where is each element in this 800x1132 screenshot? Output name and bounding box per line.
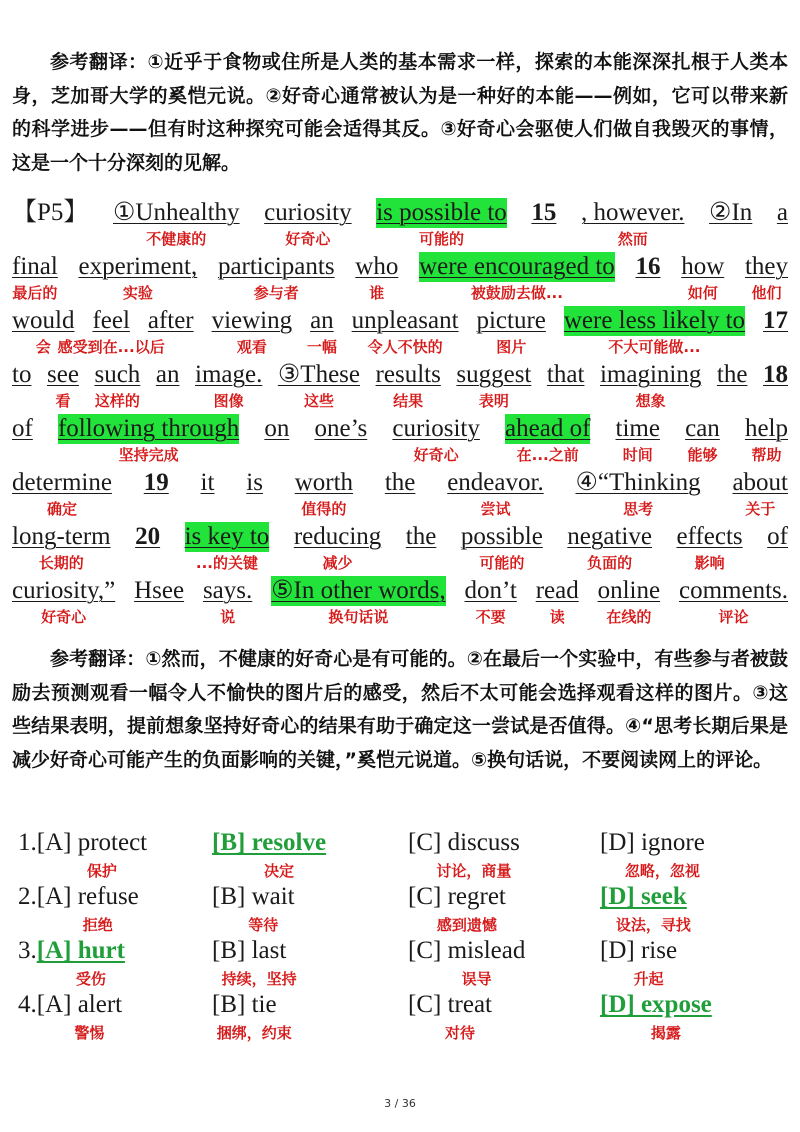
- passage-line: [12, 198, 788, 252]
- passage-word: they: [744, 253, 788, 280]
- passage-line: [12, 252, 788, 306]
- option: [B] last: [212, 937, 287, 964]
- option-gloss: 讨论，商量: [436, 862, 512, 880]
- gloss-label: 减少: [322, 554, 353, 572]
- option: [B] wait: [212, 883, 295, 910]
- passage-word: time: [615, 415, 660, 442]
- passage-word: the: [716, 361, 748, 388]
- highlighted-phrase: were encouraged to: [419, 253, 615, 280]
- gloss-label: 谁: [369, 284, 385, 302]
- option-gloss: 决定: [264, 862, 295, 880]
- passage-line: [12, 414, 788, 468]
- gloss-label: 在...之前: [516, 446, 579, 464]
- gloss-label: 坚持完成: [118, 446, 179, 464]
- passage-word: who: [355, 253, 399, 280]
- gloss-label: 表明: [478, 392, 509, 410]
- passage-word: see: [47, 361, 79, 388]
- passage-word: worth: [294, 469, 354, 496]
- passage-word: curiosity: [392, 415, 480, 442]
- passage-word: negative: [567, 523, 652, 550]
- passage-word: feel: [92, 307, 130, 334]
- gloss-label: 负面的: [587, 554, 633, 572]
- blank-number: 17: [763, 307, 788, 334]
- passage-word: it: [200, 469, 215, 496]
- passage-word: long-term: [12, 523, 111, 550]
- question-number: 1.: [18, 829, 37, 856]
- option-gloss: 忽略，忽视: [624, 862, 700, 880]
- passage-word: on: [264, 415, 290, 442]
- passage-word: ②In: [709, 199, 753, 226]
- reference-translation-1: 参考翻译：①近乎于食物或住所是人类的基本需求一样，探索的本能深深扎根于人类本身，芝加哥大学的奚恺元说。②好奇心通常被认为是一种好的本能——例如，它可以带来新的科学进步——但有时这种探究可能会适得其反。③好奇心会驱使人们做自我毁灭的事情，这是一个十分深刻的见解。: [12, 51, 788, 174]
- answer-option: [A] hurt: [36, 937, 125, 964]
- gloss-label: 感受到在...以后: [57, 338, 165, 356]
- passage-word: is: [246, 469, 263, 496]
- gloss-label: 评论: [718, 608, 749, 626]
- option: [D] ignore: [600, 829, 705, 856]
- passage-word: don’t: [464, 577, 517, 604]
- gloss-label: 不大可能做...: [608, 338, 701, 356]
- option-gloss: 捆绑，约束: [216, 1024, 292, 1042]
- gloss-label: 思考: [623, 500, 654, 518]
- gloss-label: 长期的: [38, 554, 84, 572]
- gloss-label: 看: [55, 392, 71, 410]
- gloss-label: 这些: [303, 392, 334, 410]
- option-gloss: 感到遗憾: [436, 916, 497, 934]
- highlighted-phrase: ahead of: [505, 415, 591, 442]
- passage-word: unpleasant: [351, 307, 459, 334]
- gloss-label: 想象: [635, 392, 666, 410]
- option-gloss: 警惕: [74, 1024, 105, 1042]
- option: [A] alert: [36, 991, 123, 1018]
- gloss-label: 说: [220, 608, 236, 626]
- blank-number: 15: [531, 199, 557, 226]
- option: [C] treat: [408, 991, 492, 1018]
- passage-word: participants: [217, 253, 335, 280]
- gloss-label: 被鼓励去做...: [470, 284, 563, 302]
- reference-translation-2: 参考翻译：①然而，不健康的好奇心是有可能的。②在最后一个实验中，有些参与者被鼓励去预测观看一幅令人不愉快的图片后的感受，然后不太可能会选择观看这样的图片。③这些结果表明，提前想象坚持好奇心的结果有助于确定这一尝试是否值得。④“思考长期后果是减少好奇心可能产生的负面影响的关键，”奚恺元说道。⑤换句话说，不要阅读网上的评论。: [12, 648, 788, 771]
- answer-option: [D] expose: [600, 991, 712, 1018]
- highlighted-phrase: is key to: [184, 523, 270, 550]
- passage-word: of: [12, 415, 33, 442]
- gloss-label: 好奇心: [41, 608, 87, 626]
- gloss-label: 如何: [687, 284, 718, 302]
- gloss-label: 尝试: [480, 500, 511, 518]
- passage-line: [12, 360, 788, 414]
- option: [C] discuss: [408, 829, 520, 856]
- page-number: 3 / 36: [384, 1097, 416, 1110]
- gloss-label: 观看: [236, 338, 267, 356]
- answer-option: [B] resolve: [212, 829, 327, 856]
- passage-word: help: [744, 415, 788, 442]
- passage-word: online: [597, 577, 661, 604]
- blank-number: 16: [635, 253, 661, 280]
- passage-word: results: [375, 361, 441, 388]
- passage-word: 【P5】: [12, 199, 89, 226]
- passage-word: final: [12, 253, 58, 280]
- option-gloss: 误导: [461, 970, 492, 988]
- gloss-label: 读: [549, 608, 565, 626]
- gloss-label: 关于: [745, 500, 776, 518]
- blank-number: 19: [143, 469, 169, 496]
- highlighted-phrase: is possible to: [376, 199, 507, 226]
- gloss-label: 确定: [46, 500, 77, 518]
- passage-word: the: [405, 523, 437, 550]
- gloss-label: 时间: [622, 446, 653, 464]
- passage-word: to: [12, 361, 32, 388]
- passage-word: how: [681, 253, 725, 280]
- passage-word: the: [384, 469, 416, 496]
- passage-word: read: [535, 577, 579, 604]
- gloss-label: ...的关键: [195, 554, 259, 572]
- gloss-label: 实验: [122, 284, 153, 302]
- passage-word: that: [546, 361, 585, 388]
- passage-word: effects: [676, 523, 743, 550]
- passage-word: curiosity: [264, 199, 352, 226]
- gloss-label: 在线的: [606, 608, 652, 626]
- option-gloss: 拒绝: [82, 916, 113, 934]
- option-gloss: 揭露: [650, 1024, 681, 1042]
- gloss-label: 他们: [751, 284, 782, 302]
- passage-word: picture: [476, 307, 546, 334]
- option: [C] regret: [408, 883, 506, 910]
- passage-line: [12, 576, 788, 630]
- passage-word: can: [685, 415, 720, 442]
- option: [A] protect: [36, 829, 148, 856]
- gloss-label: 好奇心: [285, 230, 331, 248]
- gloss-label: 换句话说: [328, 608, 389, 626]
- passage-word: of: [767, 523, 788, 550]
- gloss-label: 可能的: [479, 554, 525, 572]
- passage-word: ③These: [277, 361, 360, 388]
- option-gloss: 受伤: [75, 970, 106, 988]
- passage-word: would: [12, 307, 75, 334]
- passage-line: [12, 468, 788, 522]
- option-gloss: 持续，坚持: [221, 970, 297, 988]
- passage-word: imagining: [599, 361, 702, 388]
- passage-word: experiment,: [78, 253, 198, 280]
- passage-word: says.: [202, 577, 253, 604]
- question-number: 2.: [18, 883, 37, 910]
- passage-word: ④“Thinking: [575, 469, 701, 496]
- passage-word: reducing: [293, 523, 382, 550]
- passage-word: determine: [12, 469, 112, 496]
- passage-word: possible: [460, 523, 543, 550]
- passage-word: after: [147, 307, 194, 334]
- passage-line: [12, 522, 788, 576]
- gloss-label: 不要: [475, 608, 506, 626]
- passage-word: ①Unhealthy: [112, 199, 240, 226]
- highlighted-phrase: were less likely to: [563, 307, 746, 334]
- option: [B] tie: [212, 991, 277, 1018]
- passage-word: Hsee: [134, 577, 185, 604]
- gloss-label: 令人不快的: [367, 338, 443, 356]
- gloss-label: 一幅: [306, 338, 337, 356]
- gloss-label: 最后的: [12, 284, 58, 302]
- passage-word: about: [732, 469, 788, 496]
- gloss-label: 图片: [496, 338, 527, 356]
- passage-word: comments.: [678, 577, 788, 604]
- gloss-label: 可能的: [419, 230, 465, 248]
- passage-word: , however.: [581, 199, 685, 226]
- passage-word: viewing: [211, 307, 293, 334]
- gloss-label: 帮助: [751, 446, 782, 464]
- passage-word: such: [94, 361, 141, 388]
- passage-word: curiosity,”: [12, 577, 116, 604]
- option-gloss: 升起: [633, 970, 664, 988]
- blank-number: 18: [763, 361, 788, 388]
- option: [A] refuse: [36, 883, 139, 910]
- passage-word: image.: [195, 361, 263, 388]
- gloss-label: 参与者: [253, 284, 299, 302]
- passage-word: one’s: [314, 415, 368, 442]
- question-number: 4.: [18, 991, 37, 1018]
- gloss-label: 图像: [213, 392, 244, 410]
- option-gloss: 等待: [248, 916, 279, 934]
- gloss-label: 结果: [393, 392, 424, 410]
- gloss-label: 会: [35, 338, 51, 356]
- passage-word: an: [155, 361, 180, 388]
- gloss-label: 影响: [694, 554, 725, 572]
- option-gloss: 对待: [444, 1024, 475, 1042]
- gloss-label: 能够: [687, 446, 718, 464]
- option-gloss: 设法，寻找: [615, 916, 691, 934]
- question-number: 3.: [18, 937, 37, 964]
- answer-option: [D] seek: [600, 883, 687, 910]
- highlighted-phrase: following through: [57, 415, 240, 442]
- passage-word: a: [776, 199, 788, 226]
- blank-number: 20: [135, 523, 161, 550]
- gloss-label: 这样的: [94, 392, 140, 410]
- option: [C] mislead: [408, 937, 526, 964]
- passage-word: an: [310, 307, 334, 334]
- gloss-label: 好奇心: [413, 446, 459, 464]
- gloss-label: 值得的: [301, 500, 347, 518]
- gloss-label: 然而: [617, 230, 648, 248]
- passage-word: endeavor.: [447, 469, 544, 496]
- option-gloss: 保护: [86, 862, 117, 880]
- gloss-label: 不健康的: [146, 230, 207, 248]
- passage-word: suggest: [456, 361, 532, 388]
- highlighted-phrase: ⑤In other words,: [271, 577, 446, 604]
- option: [D] rise: [600, 937, 678, 964]
- passage-line: [12, 306, 788, 360]
